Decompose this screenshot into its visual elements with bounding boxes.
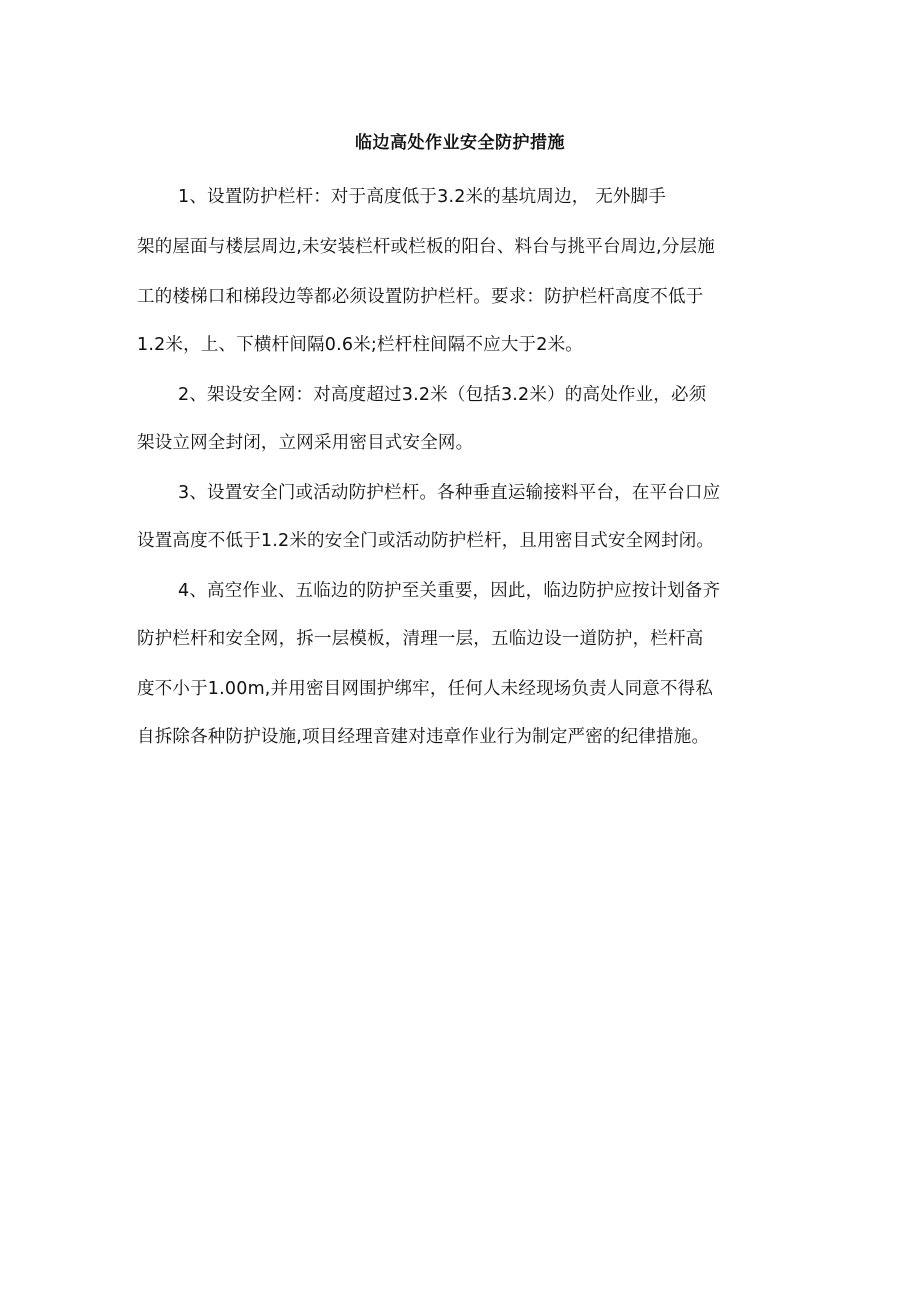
- paragraph-1-line-3: 工的楼梯口和梯段边等都必须设置防护栏杆。要求：防护栏杆高度不低于: [137, 287, 704, 307]
- paragraph-1-line-4: 1.2米，上、下横杆间隔0.6米;栏杆柱间隔不应大于2米。: [137, 335, 583, 355]
- paragraph-3-line-2: 设置高度不低于1.2米的安全门或活动防护栏杆，且用密目式安全网封闭。: [137, 531, 715, 551]
- paragraph-4-line-3: 度不小于1.00m,并用密目网围护绑牢，任何人未经现场负责人同意不得私: [137, 679, 714, 699]
- paragraph-4-line-4: 自拆除各种防护设施,项目经理音建对违章作业行为制定严密的纪律措施。: [137, 727, 710, 747]
- paragraph-1-line-2: 架的屋面与楼层周边,未安装栏杆或栏板的阳台、料台与挑平台周边,分层施: [137, 237, 715, 257]
- paragraph-1-line-1: 1、设置防护栏杆：对于高度低于3.2米的基坑周边， 无外脚手: [178, 187, 667, 207]
- paragraph-2-line-1: 2、架设安全网：对高度超过3.2米（包括3.2米）的高处作业，必须: [178, 385, 707, 405]
- paragraph-4-line-1: 4、高空作业、五临边的防护至关重要，因此，临边防护应按计划备齐: [178, 581, 721, 601]
- document-title: 临边高处作业安全防护措施: [355, 133, 565, 153]
- paragraph-3-line-1: 3、设置安全门或活动防护栏杆。各种垂直运输接料平台，在平台口应: [178, 483, 721, 503]
- paragraph-4-line-2: 防护栏杆和安全网，拆一层模板，清理一层，五临边设一道防护，栏杆高: [137, 629, 704, 649]
- paragraph-2-line-2: 架设立网全封闭，立网采用密目式安全网。: [137, 433, 474, 453]
